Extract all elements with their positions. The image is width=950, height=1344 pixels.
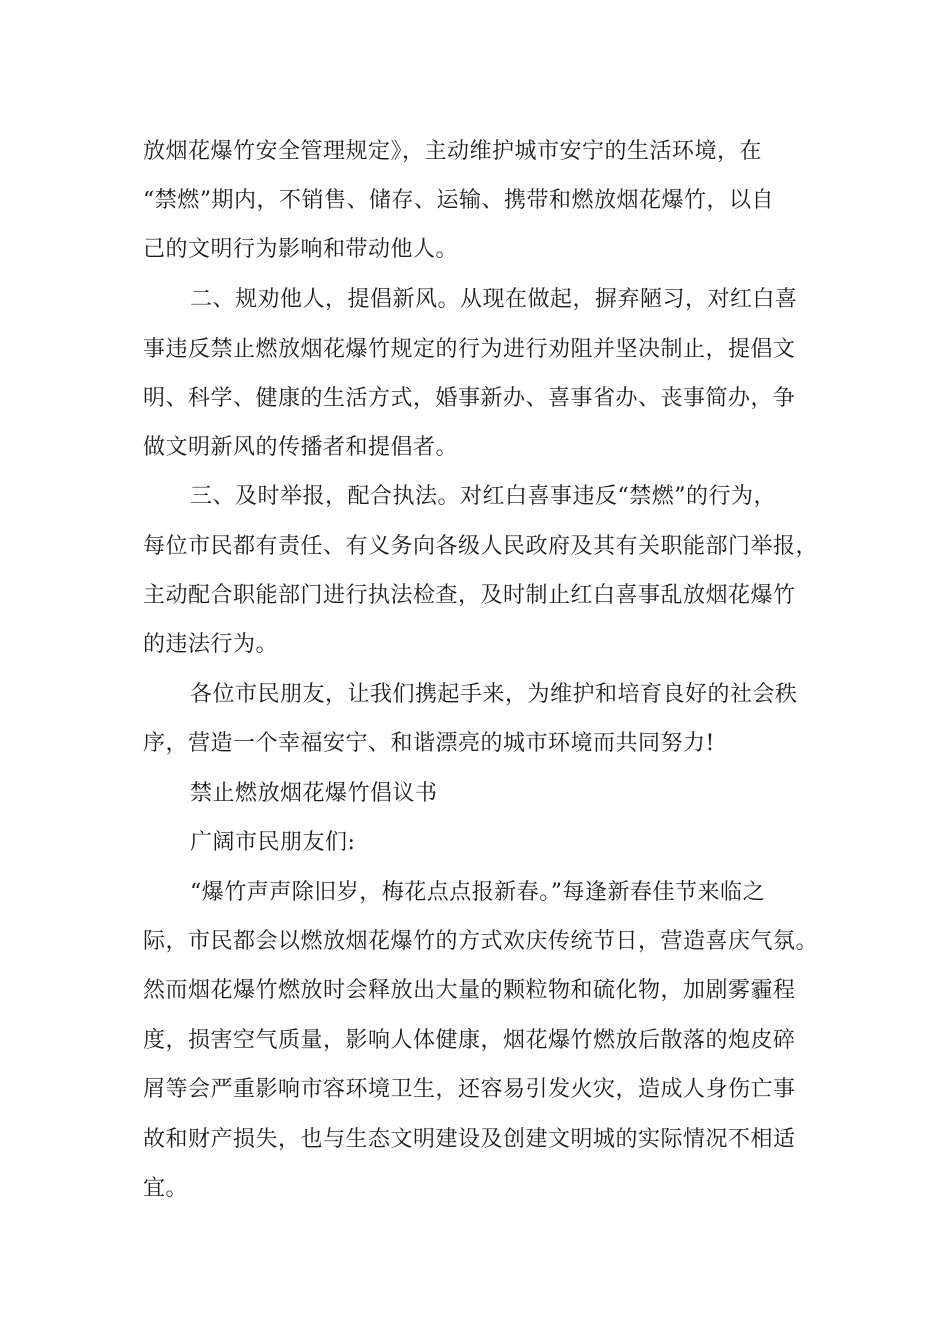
text-line: 际，市民都会以燃放烟花爆竹的方式欢庆传统节日，营造喜庆气氛。 — [143, 929, 819, 954]
text-line: 的违法行为。 — [143, 632, 279, 657]
text-line: 序，营造一个幸福安宁、和谐漂亮的城市环境而共同努力! — [143, 731, 715, 756]
text-line: 度，损害空气质量，影响人体健康，烟花爆竹燃放后散落的炮皮碎 — [143, 1028, 796, 1053]
text-line: 屑等会严重影响市容环境卫生，还容易引发火灾，造成人身伤亡事 — [143, 1077, 796, 1102]
paragraph-start-line: “爆竹声声除旧岁，梅花点点报新春。”每逢新春佳节来临之 — [190, 880, 765, 905]
text-line: 事违反禁止燃放烟花爆竹规定的行为进行劝阻并坚决制止，提倡文 — [143, 337, 796, 362]
document-title: 禁止燃放烟花爆竹倡议书 — [190, 781, 438, 806]
text-line: 每位市民都有责任、有义务向各级人民政府及其有关职能部门举报， — [143, 534, 819, 559]
paragraph-start-line: 各位市民朋友，让我们携起手来，为维护和培育良好的社会秩 — [190, 682, 798, 707]
text-line: “禁燃”期内，不销售、储存、运输、携带和燃放烟花爆竹，以自 — [143, 188, 774, 213]
text-line: 明、科学、健康的生活方式，婚事新办、喜事省办、丧事简办，争 — [143, 386, 796, 411]
paragraph-start-line: 三、及时举报，配合执法。对红白喜事违反“禁燃”的行为， — [190, 484, 776, 509]
text-line: 主动配合职能部门进行执法检查，及时制止红白喜事乱放烟花爆竹 — [143, 583, 796, 608]
salutation: 广阔市民朋友们: — [190, 830, 356, 855]
paragraph-start-line: 二、规劝他人，提倡新风。从现在做起，摒弃陋习，对红白喜 — [190, 287, 798, 312]
text-line: 然而烟花爆竹燃放时会释放出大量的颗粒物和硫化物，加剧雾霾程 — [143, 978, 796, 1003]
text-line: 故和财产损失，也与生态文明建设及创建文明城的实际情况不相适 — [143, 1127, 796, 1152]
text-line: 己的文明行为影响和带动他人。 — [143, 237, 459, 262]
text-line: 放烟花爆竹安全管理规定》，主动维护城市安宁的生活环境，在 — [143, 139, 763, 164]
text-line: 做文明新风的传播者和提倡者。 — [143, 435, 459, 460]
text-line: 宜。 — [143, 1176, 189, 1201]
